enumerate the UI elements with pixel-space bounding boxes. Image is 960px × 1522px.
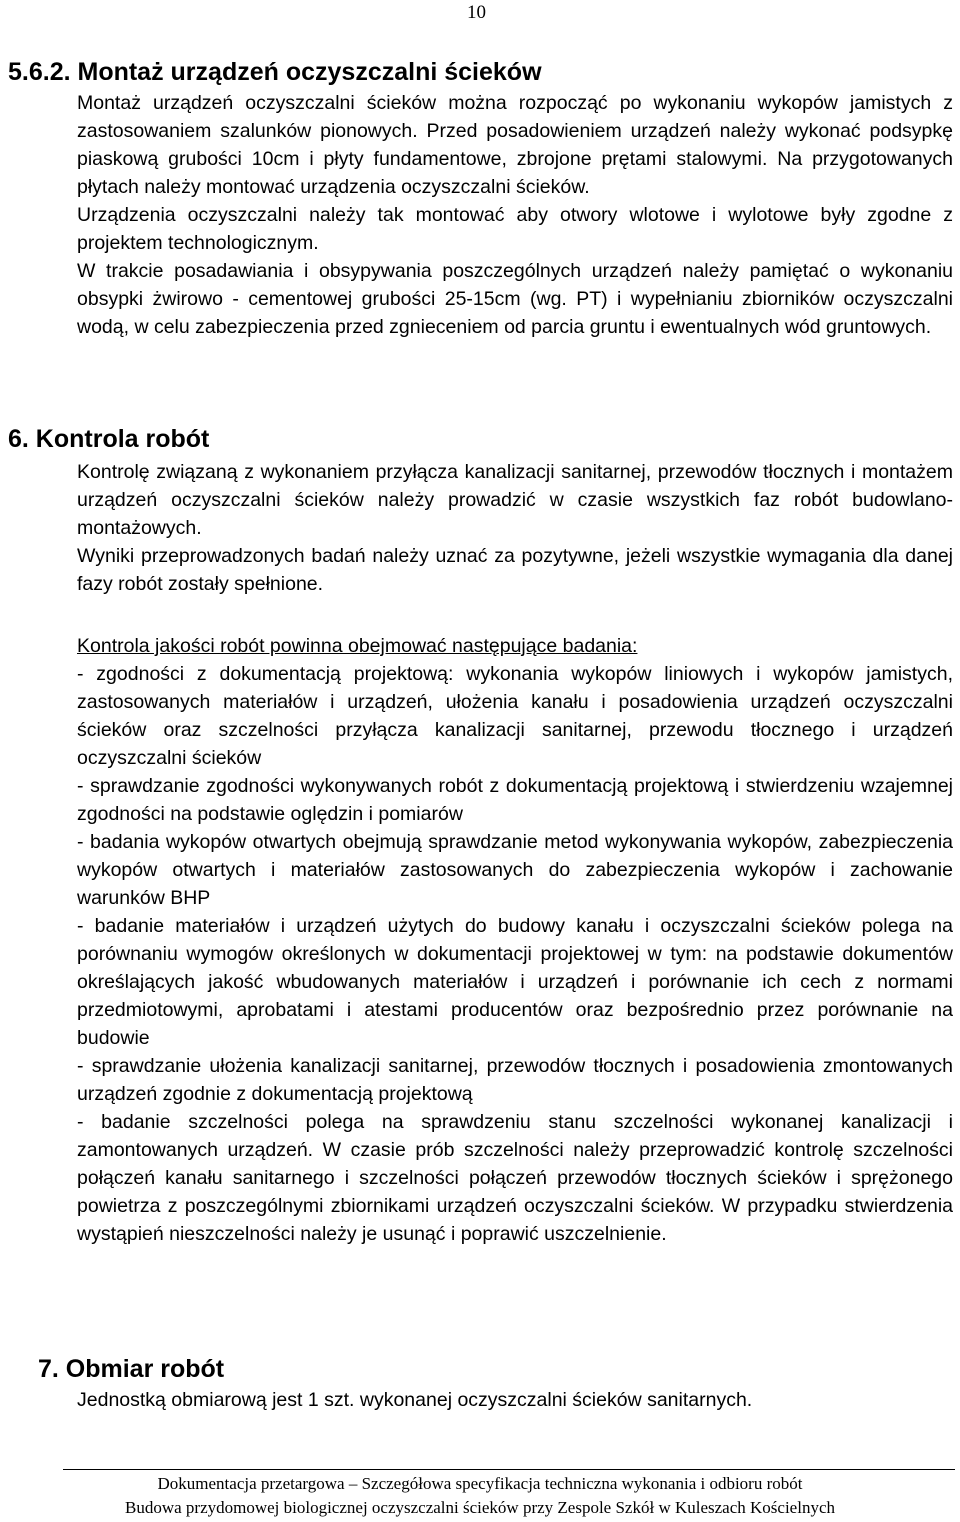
section-6-body <box>77 458 953 1248</box>
paragraph: Jednostką obmiarową jest 1 szt. wykonanej oczyszczalni ścieków sanitarnych. <box>77 1389 753 1411</box>
list-item: - badania wykopów otwartych obejmują sprawdzanie metod wykonywania wykopów, zabezpieczenia wykopów otwartych i materiałów zastosowanych do zabezpieczenia wykopów i zachowanie warunków BHP <box>77 831 953 909</box>
checklist-lead: Kontrola jakości robót powinna obejmować następujące badania: <box>77 635 638 657</box>
footer-line: Budowa przydomowej biologicznej oczyszczalni ścieków przy Zespole Szkół w Kuleszach Kościelnych <box>125 1498 835 1517</box>
paragraph: Montaż urządzeń oczyszczalni ścieków można rozpocząć po wykonaniu wykopów jamistych z zastosowaniem szalunków pionowych. Przed posadowieniem urządzeń należy wykonać podsypkę piaskową grubości 10cm i płyty fundamentowe, zbrojone prętami stalowymi. Na przygotowanych płytach należy montować urządzenia oczyszczalni ścieków. <box>77 92 953 198</box>
paragraph: Urządzenia oczyszczalni należy tak montować aby otwory wlotowe i wylotowe były zgodne z projektem technologicznym. <box>77 204 953 254</box>
paragraph: Wyniki przeprowadzonych badań należy uznać za pozytywne, jeżeli wszystkie wymagania dla danej fazy robót zostały spełnione. <box>77 545 953 595</box>
list-item: - zgodności z dokumentacją projektową: wykonania wykopów liniowych i wykopów jamistych, zastosowanych materiałów i urządzeń, ułożenia kanału i posadowienia urządzeń oczyszczalni ścieków oraz szczelności przyłącza kanalizacji sanitarnej, przewodu tłocznego i urządzeń oczyszczalni ścieków <box>77 663 953 769</box>
section-7-body <box>77 1386 953 1414</box>
footer-line: Dokumentacja przetargowa – Szczegółowa specyfikacja techniczna wykonania i odbioru robót <box>157 1474 803 1493</box>
list-item: - badanie materiałów i urządzeń użytych do budowy kanału i oczyszczalni ścieków polega na porównaniu wymogów określonych w dokumentacji projektowej w tym: na podstawie dokumentów określających jakość wbudowanych materiałów i urządzeń i porównanie ich cech z normami przedmiotowymi, aprobatami i atestami producentów oraz bezpośrednio przez porównanie na budowie <box>77 915 953 1049</box>
page-footer <box>0 1472 960 1520</box>
section-5-6-2-body <box>77 89 953 341</box>
list-item: - sprawdzanie zgodności wykonywanych robót z dokumentacją projektową i stwierdzeniu wzajemnej zgodności na podstawie oględzin i pomiarów <box>77 775 953 825</box>
list-item: - badanie szczelności polega na sprawdzeniu stanu szczelności wykonanej kanalizacji i zamontowanych urządzeń. W czasie prób szczelności należy przeprowadzić kontrolę szczelności połączeń kanału sanitarnego i szczelności połączeń przewodów tłocznych ścieków i sprężonego powietrza z poszczególnymi zbiornikami urządzeń oczyszczalni ścieków. W przypadku stwierdzenia wystąpień nieszczelności należy je usunąć i poprawić uszczelnienie. <box>77 1111 953 1245</box>
section-heading-6: 6. Kontrola robót <box>8 425 210 453</box>
page-number: 10 <box>467 2 486 23</box>
section-heading-5-6-2: 5.6.2. Montaż urządzeń oczyszczalni ścieków <box>8 58 542 86</box>
section-heading-7: 7. Obmiar robót <box>38 1355 225 1383</box>
paragraph: W trakcie posadawiania i obsypywania poszczególnych urządzeń należy pamiętać o wykonaniu obsypki żwirowo - cementowej grubości 25-15cm (wg. PT) i wypełnianiu zbiorników oczyszczalni wodą, w celu zabezpieczenia przed zgnieceniem od parcia gruntu i ewentualnych wód gruntowych. <box>77 260 953 338</box>
list-item: - sprawdzanie ułożenia kanalizacji sanitarnej, przewodów tłocznych i posadowienia zmontowanych urządzeń zgodnie z dokumentacją projektową <box>77 1055 953 1105</box>
paragraph: Kontrolę związaną z wykonaniem przyłącza kanalizacji sanitarnej, przewodów tłocznych i montażem urządzeń oczyszczalni ścieków należy prowadzić w czasie wszystkich faz robót budowlano-montażowych. <box>77 461 953 539</box>
footer-divider <box>63 1469 955 1470</box>
